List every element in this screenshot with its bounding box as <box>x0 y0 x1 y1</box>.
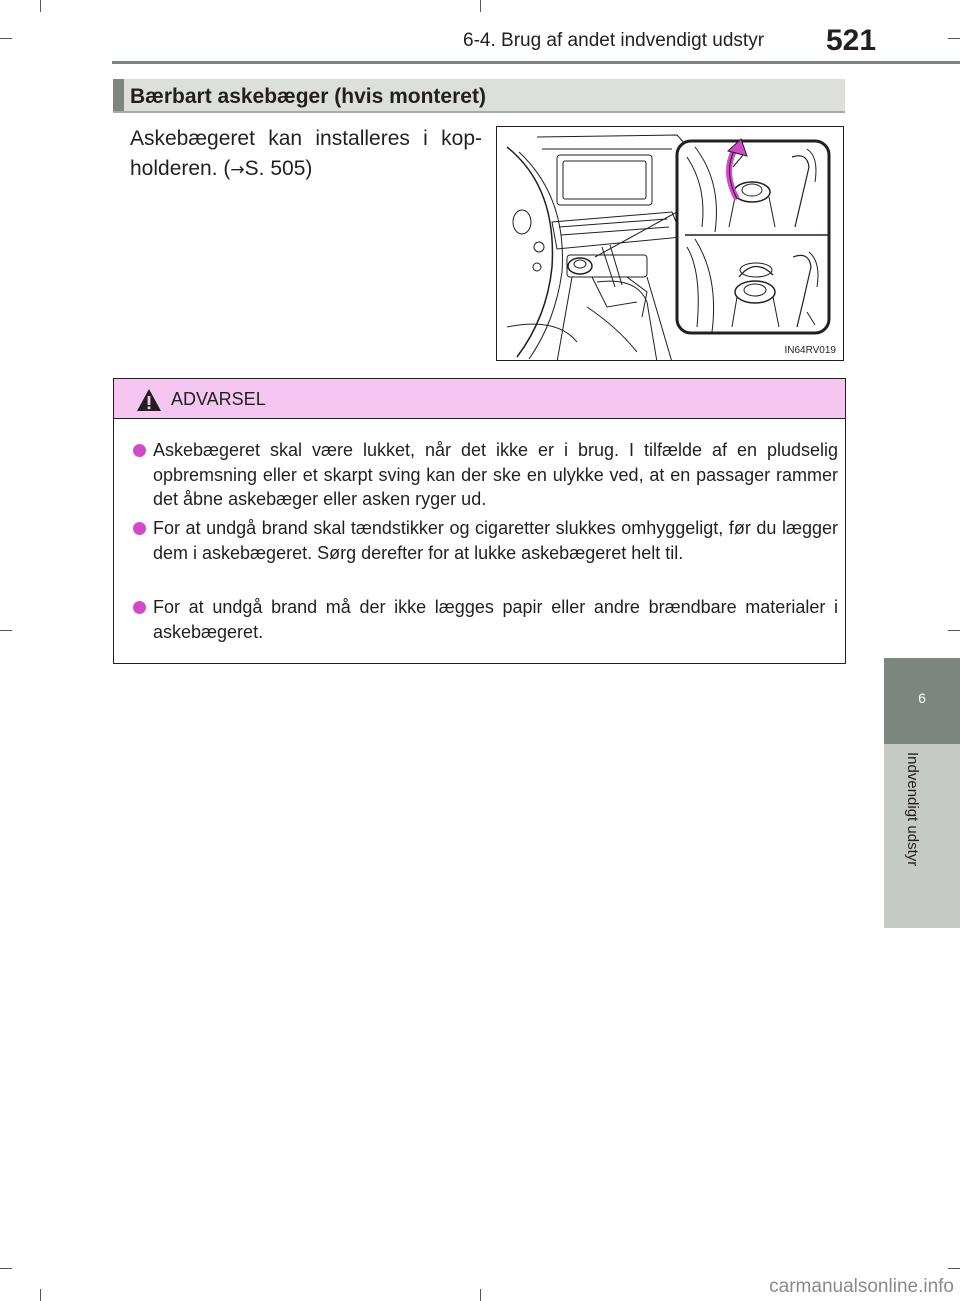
page-reference: S. 505) <box>244 157 313 180</box>
chapter-side-tab <box>884 744 960 928</box>
section-heading-bar <box>113 79 124 111</box>
warning-item <box>133 516 838 565</box>
header-rule <box>112 61 960 64</box>
crop-mark <box>0 1268 12 1269</box>
crop-mark <box>948 38 960 39</box>
chapter-number: 6 <box>918 690 926 706</box>
dashboard-drawing <box>497 127 844 361</box>
bullet-icon <box>133 522 146 535</box>
warning-item-text: For at undgå brand må der ikke lægges papir eller andre brændbare materialer i askebægeret. <box>153 597 838 642</box>
intro-line-2 <box>130 154 482 185</box>
warning-header <box>114 379 845 419</box>
chapter-tab <box>884 658 960 744</box>
warning-title: ADVARSEL <box>171 389 266 409</box>
crop-mark <box>40 0 41 12</box>
chapter-label: Indvendigt udstyr <box>904 752 921 867</box>
intro-line-1: Askebægeret kan installeres i kop- <box>130 127 482 150</box>
warning-item-text: Askebægeret skal være lukket, når det ikke er i brug. I tilfælde af en pludselig opbremsning eller et skarpt sving kan der ske en ulykke ved, at en passager rammer det åbne askebæger eller asken ryger ud. <box>153 440 838 509</box>
warning-item <box>133 595 838 644</box>
section-title: Bærbart askebæger (hvis monteret) <box>130 85 486 108</box>
warning-item-text: For at undgå brand skal tændstikker og cigaretter slukkes omhyggeligt, før du lægger dem i askebægeret. Sørg derefter for at lukke askebægeret helt til. <box>153 518 838 563</box>
bullet-icon <box>133 601 146 614</box>
crop-mark <box>480 1289 481 1301</box>
bullet-icon <box>133 444 146 457</box>
crop-mark <box>0 630 12 631</box>
arrow-symbol: → <box>230 160 245 180</box>
running-header-section: 6-4. Brug af andet indvendigt udstyr <box>463 30 765 51</box>
warning-item <box>133 438 838 512</box>
crop-mark <box>948 630 960 631</box>
crop-mark <box>40 1289 41 1301</box>
warning-triangle-icon <box>136 388 162 412</box>
watermark: carmanualsonline.info <box>769 1276 954 1297</box>
warning-box <box>113 378 846 664</box>
intro-line-2-prefix: holderen. ( <box>130 157 231 180</box>
ashtray-illustration <box>496 126 844 361</box>
page-number: 521 <box>826 24 877 57</box>
crop-mark <box>0 38 12 39</box>
crop-mark <box>948 1268 960 1269</box>
section-heading <box>113 79 845 113</box>
crop-mark <box>480 0 481 12</box>
intro-paragraph <box>130 124 482 185</box>
illustration-code: IN64RV019 <box>784 345 836 356</box>
